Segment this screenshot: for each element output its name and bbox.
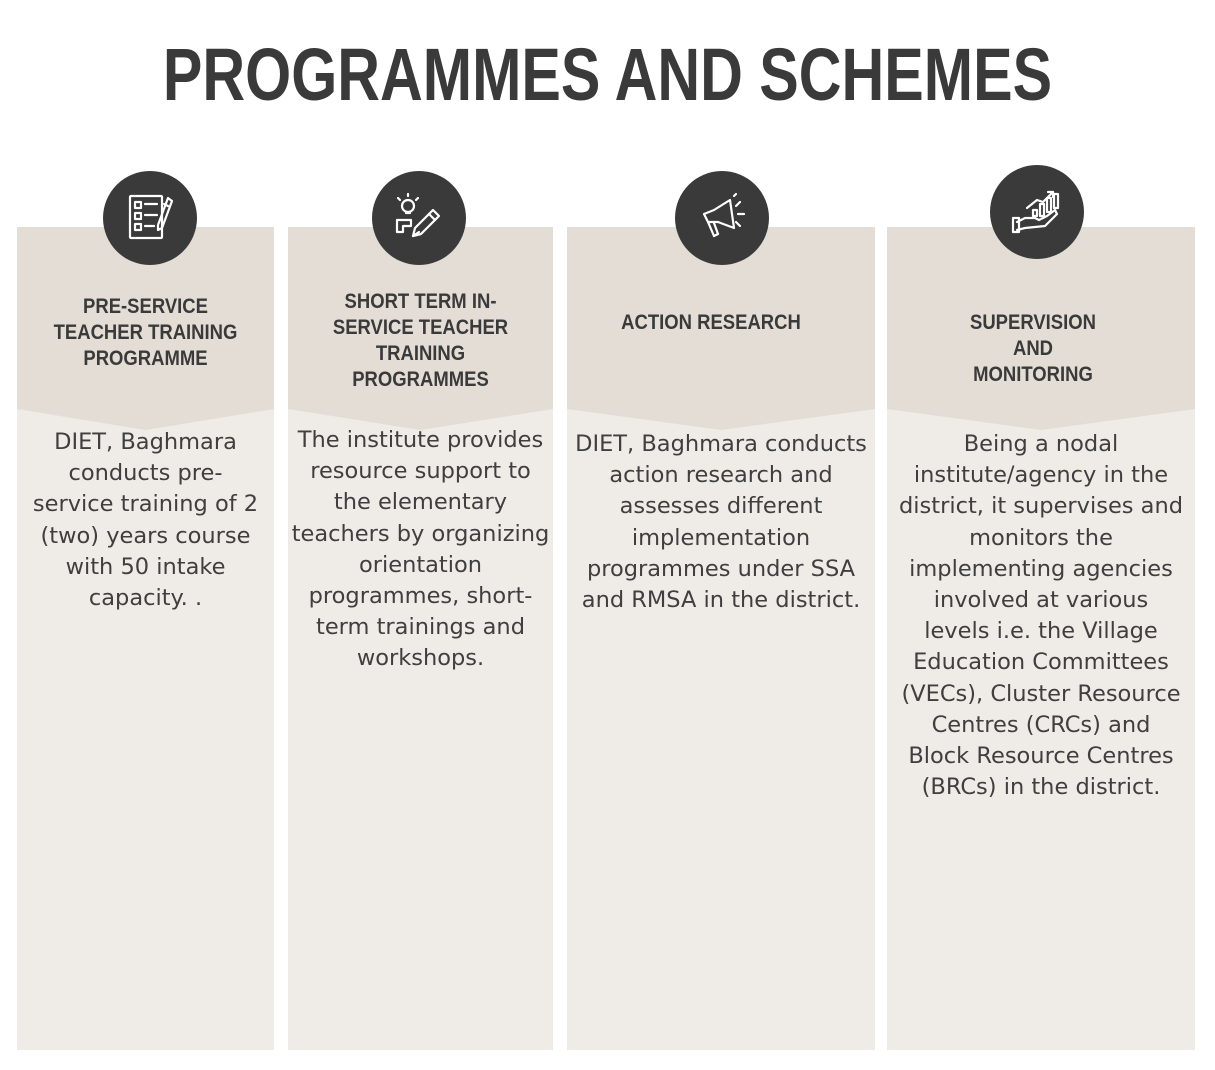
megaphone-icon [675, 171, 769, 265]
card-title: PRE-SERVICE TEACHER TRAINING PROGRAMME [53, 295, 238, 370]
idea-pencil-icon [372, 171, 466, 265]
growth-chart-hand-icon [990, 165, 1084, 259]
card-description: Being a nodal institute/agency in the district, it supervises and monitors the implementing agencies involved at various levels i.e. the Village Education Committees (VECs), Cluster Resource Centres (CRCs) and Block Resource Centres (BRCs) in the district. [899, 431, 1183, 801]
programme-card [288, 227, 553, 1050]
card-title: SUPERVISION AND MONITORING [970, 311, 1096, 386]
page-title: PROGRAMMES AND SCHEMES [162, 33, 1053, 116]
card-title: SHORT TERM IN-SERVICE TEACHER TRAINING PROGRAMMES [332, 290, 509, 391]
card-description: DIET, Baghmara conducts action research and assesses different implementation programmes under SSA and RMSA in the district. [575, 431, 867, 614]
checklist-icon [103, 171, 197, 265]
programme-card [567, 227, 875, 1050]
card-description: DIET, Baghmara conducts pre-service training of 2 (two) years course with 50 intake capacity. . [32, 429, 259, 612]
card-title: ACTION RESEARCH [621, 311, 801, 334]
programme-card [17, 227, 274, 1050]
programme-card [887, 227, 1195, 1050]
card-description: The institute provides resource support to the elementary teachers by organizing orientation programmes, short-term trainings and workshops. [291, 427, 550, 672]
